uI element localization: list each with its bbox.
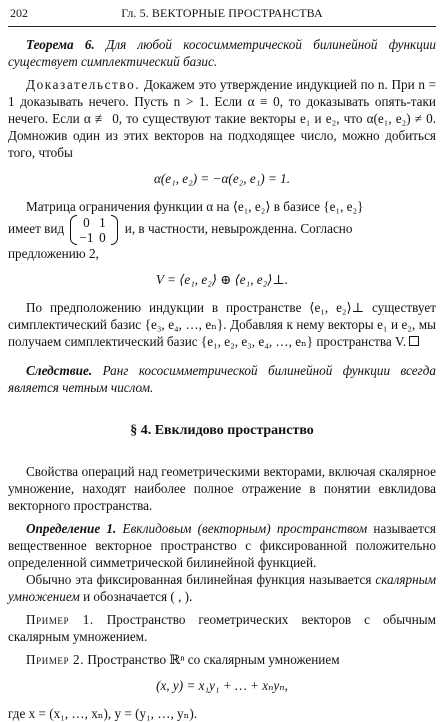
example-1-label: Пример 1. bbox=[26, 612, 94, 627]
page-header bbox=[8, 6, 436, 27]
proof-label: Доказательство. bbox=[26, 77, 141, 92]
definition-label: Определение 1. bbox=[26, 521, 117, 536]
proof-paragraph bbox=[8, 76, 436, 161]
usual-term: скалярным умножением bbox=[8, 572, 437, 604]
matrix-cell: −1 bbox=[79, 230, 94, 245]
matrix-cell: 0 bbox=[83, 215, 90, 230]
running-title: Гл. 5. ВЕКТОРНЫЕ ПРОСТРАНСТВА bbox=[121, 6, 323, 20]
matrix-paragraph bbox=[8, 198, 436, 215]
page-content bbox=[8, 36, 436, 722]
definition-text: называется вещественное векторное пространство с фиксированной положительно определенной симметрической билинейной функцией. bbox=[8, 521, 436, 570]
formula-scalar-product: (x, y) = x₁y₁ + … + xₙyₙ, bbox=[156, 678, 288, 693]
matrix-line-1: Матрица ограничения функции α на ⟨e₁, e₂⟩ в базисе {e₁, e₂} bbox=[26, 199, 364, 214]
corollary bbox=[8, 362, 436, 396]
intro-paragraph: Свойства операций над геометрическими векторами, включая скалярное умножение, находят наиболее полное отражение в понятии евклидова векторного пространства. bbox=[8, 464, 436, 513]
matrix-cell: 0 bbox=[99, 230, 106, 245]
theorem-text: Для любой кососимметрической билинейной функции существует симплектический базис. bbox=[8, 37, 437, 69]
proof-text: Докажем это утверждение индукцией по n. При n = 1 доказывать нечего. Пусть n > 1. Если α ≡ 0, то доказывать опять-таки нечего. Если α ≢ 0, то существуют такие векторы e₁ и e₂, что α(e₁, e₂) ≠ 0. Домножив один из этих векторов на подходящее число, можно добиться того, чтобы bbox=[8, 77, 437, 160]
theorem-label: Теорема 6. bbox=[26, 37, 95, 52]
example-2-text: Пространство ℝⁿ со скалярным умножением bbox=[87, 652, 340, 667]
usual-paragraph bbox=[8, 571, 436, 605]
example-2 bbox=[8, 651, 436, 668]
qed-square-icon bbox=[409, 336, 419, 346]
matrix-before-text: имеет вид bbox=[8, 221, 65, 237]
definition-1 bbox=[8, 520, 436, 571]
section-title: § 4. Евклидово пространство bbox=[130, 423, 314, 438]
definition-term: Евклидовым (векторным) пространством bbox=[122, 521, 368, 536]
example-1 bbox=[8, 611, 436, 645]
usual-text-before: Обычно эта фиксированная билинейная функция называется bbox=[26, 572, 372, 587]
formula-normalization: α(e₁, e₂) = −α(e₂, e₁) = 1. bbox=[153, 171, 291, 186]
induction-paragraph bbox=[8, 299, 436, 350]
restriction-matrix bbox=[70, 215, 118, 245]
corollary-label: Следствие. bbox=[26, 363, 93, 378]
matrix-row-2 bbox=[78, 230, 110, 245]
matrix-after-text: и, в частности, невырожденна. Согласно bbox=[124, 221, 353, 237]
matrix-row-1 bbox=[78, 215, 110, 230]
theorem-6 bbox=[8, 36, 436, 70]
matrix-line-3: предложению 2, bbox=[8, 246, 99, 261]
matrix-cell: 1 bbox=[99, 215, 106, 230]
matrix-line-2 bbox=[8, 215, 436, 245]
example-2-label: Пример 2. bbox=[26, 652, 85, 667]
corollary-text: Ранг кососимметрической билинейной функции всегда является четным числом. bbox=[8, 363, 436, 395]
example-1-text: Пространство геометрических векторов с обычным скалярным умножением. bbox=[8, 612, 437, 644]
page-number: 202 bbox=[10, 6, 28, 20]
formula-direct-sum: V = ⟨e₁, e₂⟩ ⊕ ⟨e₁, e₂⟩⊥. bbox=[155, 272, 289, 287]
usual-text-after: и обозначается ( , ). bbox=[83, 589, 193, 604]
where-line: где x = (x₁, …, xₙ), y = (y₁, …, yₙ). bbox=[8, 706, 198, 721]
induction-text: По предположению индукции в пространстве ⟨e₁, e₂⟩⊥ существует симплектический базис {e₃, e₄, …, eₙ}. Добавляя к нему векторы e₁ и e₂, мы получаем симплектический базис {e₁, e₂, e₃, e₄, …, eₙ} пространства V. bbox=[8, 300, 436, 349]
